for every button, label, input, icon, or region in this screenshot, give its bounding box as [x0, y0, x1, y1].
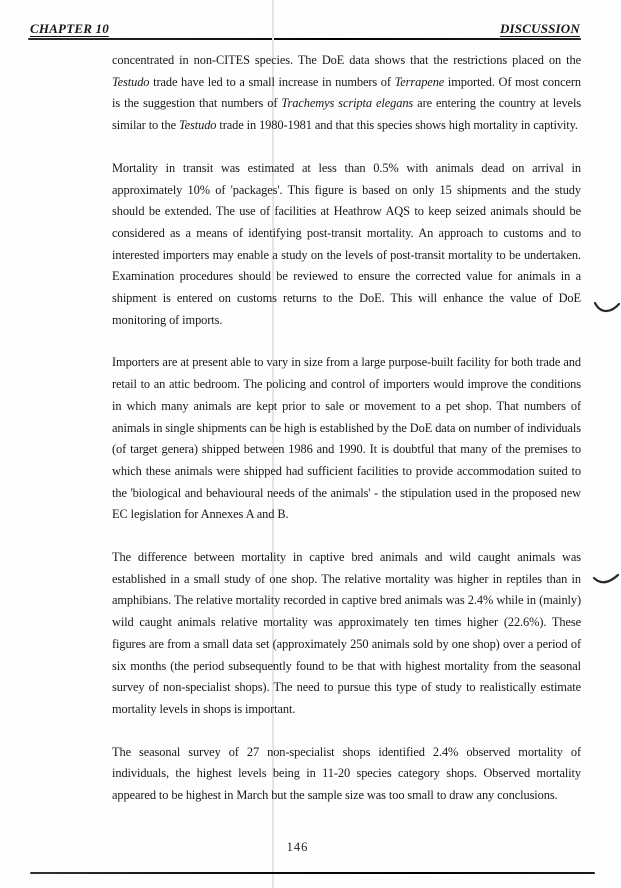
paragraph [112, 742, 581, 807]
text-run: The seasonal survey of 27 non-specialist shops identified 2.4% observed mortality of individuals, the highest levels being in 11-20 species category shops. Observed mortality appeared to be highest in March but the sample size was too small to draw any conclusions. [112, 744, 581, 803]
text-run: imported. Of most concern is the suggestion that numbers of [112, 74, 582, 111]
header-rule [28, 38, 581, 40]
text-run: trade have led to a small increase in numbers of [149, 74, 395, 89]
paragraph [112, 547, 581, 721]
header-section-label: DISCUSSION [499, 21, 580, 36]
pen-mark-icon [593, 299, 621, 322]
species-name-italic: Testudo [178, 118, 217, 133]
paragraph [112, 158, 581, 332]
species-name-italic: Terrapene [394, 74, 445, 89]
pen-mark-icon [592, 571, 620, 594]
text-run: Importers are at present able to vary in size from a large purpose-built facility for both trade and retail to an attic bedroom. The policing and control of importers would improve the conditions in which many animals are kept prior to sale or movement to a pet shop. That numbers of animals in single shipments can be high is established by the DoE data on number of individuals (of target genera) shipped between 1986 and 1990. It is doubtful that many of the premises to which these animals were shipped had sufficient facilities to provide accommodation suited to the 'biological and behavioural needs of the animals' - the stipulation used in the proposed new EC legislation for Annexes A and B. [112, 355, 581, 522]
text-run: concentrated in non-CITES species. The DoE data shows that the restrictions placed on the [112, 53, 581, 67]
paragraph [112, 50, 581, 137]
species-name-italic: Testudo [112, 74, 150, 89]
paragraph [112, 352, 581, 526]
page-number: 146 [286, 840, 309, 854]
text-run: are entering the country at levels similar to the [112, 96, 582, 133]
body-text [112, 50, 581, 807]
header-chapter-label: CHAPTER 10 [30, 21, 109, 36]
text-run: Mortality in transit was estimated at less than 0.5% with animals dead on arrival in approximately 10% of 'packages'. This figure is based on only 15 shipments and the study should be extended. The use of facilities at Heathrow AQS to keep seized animals should be considered as a means of identifying post-transit mortality. An approach to customs and to interested importers may enable a study on the levels of post-transit mortality to be undertaken. Examination procedures should be reviewed to ensure the corrected value for animals in a shipment is entered on customs returns to the DoE. This will enhance the value of DoE monitoring of imports. [112, 160, 581, 327]
footer-rule [30, 872, 595, 874]
species-name-italic: Trachemys scripta elegans [281, 96, 414, 111]
text-run: trade in 1980-1981 and that this species shows high mortality in captivity. [216, 118, 578, 133]
text-run: The difference between mortality in captive bred animals and wild caught animals was established in a small study of one shop. The relative mortality was higher in reptiles than in amphibians. The relative mortality recorded in captive bred animals was 2.4% while in (mainly) wild caught animals relative mortality was approximately ten times higher (22.6%). These figures are from a small data set (approximately 250 animals sold by one shop) over a period of six months (the period subsequently found to be that with highest mortality from the seasonal survey of non-specialist shops). The need to pursue this type of study to realistically estimate mortality levels in shops is important. [112, 550, 581, 716]
